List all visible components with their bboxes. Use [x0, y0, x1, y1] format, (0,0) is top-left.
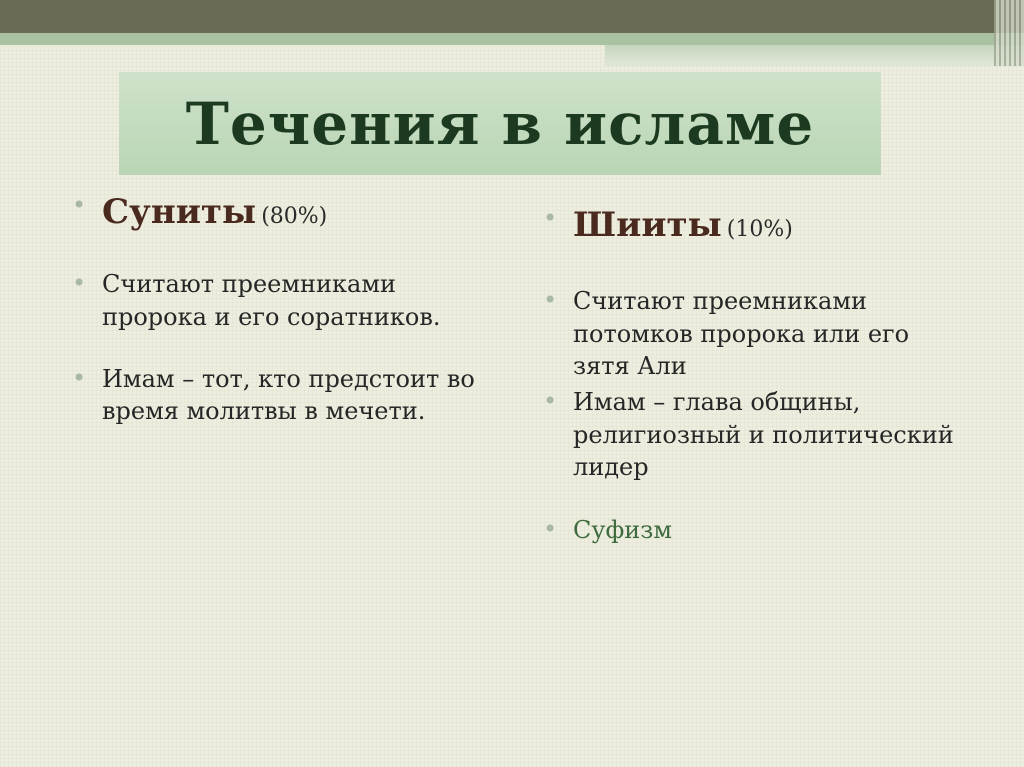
sunni-heading-item — [72, 190, 492, 234]
bullet-icon: • — [72, 191, 87, 219]
sunni-imam-item — [72, 363, 492, 428]
shia-successors-item — [543, 285, 963, 382]
sunni-percent: (80%) — [261, 204, 328, 229]
shia-successors-text: Считают преемниками потомков пророка или его зятя Али — [573, 287, 910, 380]
sunni-imam-text: Имам – тот, кто предстоит во время молитвы в мечети. — [102, 364, 475, 426]
shia-imam-text: Имам – глава общины, религиозный и политический лидер — [573, 388, 954, 482]
bullet-icon: • — [72, 363, 87, 392]
slide-title: Течения в исламе — [185, 89, 815, 158]
top-decor-stripe — [0, 33, 1024, 45]
shia-percent: (10%) — [726, 217, 793, 242]
sunni-successors-text: Считают преемниками пророка и его соратников. — [102, 270, 441, 331]
top-decor-bar — [0, 0, 1024, 33]
bullet-icon: • — [543, 387, 558, 416]
sufism-item — [543, 514, 963, 546]
shia-heading: Шииты — [573, 205, 722, 245]
shia-column — [543, 203, 963, 546]
corner-decor-lines — [994, 0, 1024, 66]
bullet-icon: • — [543, 204, 558, 232]
shia-heading-item — [543, 203, 963, 247]
sunni-successors-item — [72, 268, 492, 333]
bullet-icon: • — [543, 286, 558, 315]
sufism-text: Суфизм — [573, 515, 673, 544]
top-decor-stripe-secondary — [605, 45, 1024, 67]
sunni-column — [72, 190, 492, 428]
sunni-heading: Суниты — [102, 192, 257, 232]
bullet-icon: • — [543, 514, 558, 543]
shia-imam-item — [543, 386, 963, 483]
bullet-icon: • — [72, 269, 87, 298]
title-box — [119, 72, 881, 175]
